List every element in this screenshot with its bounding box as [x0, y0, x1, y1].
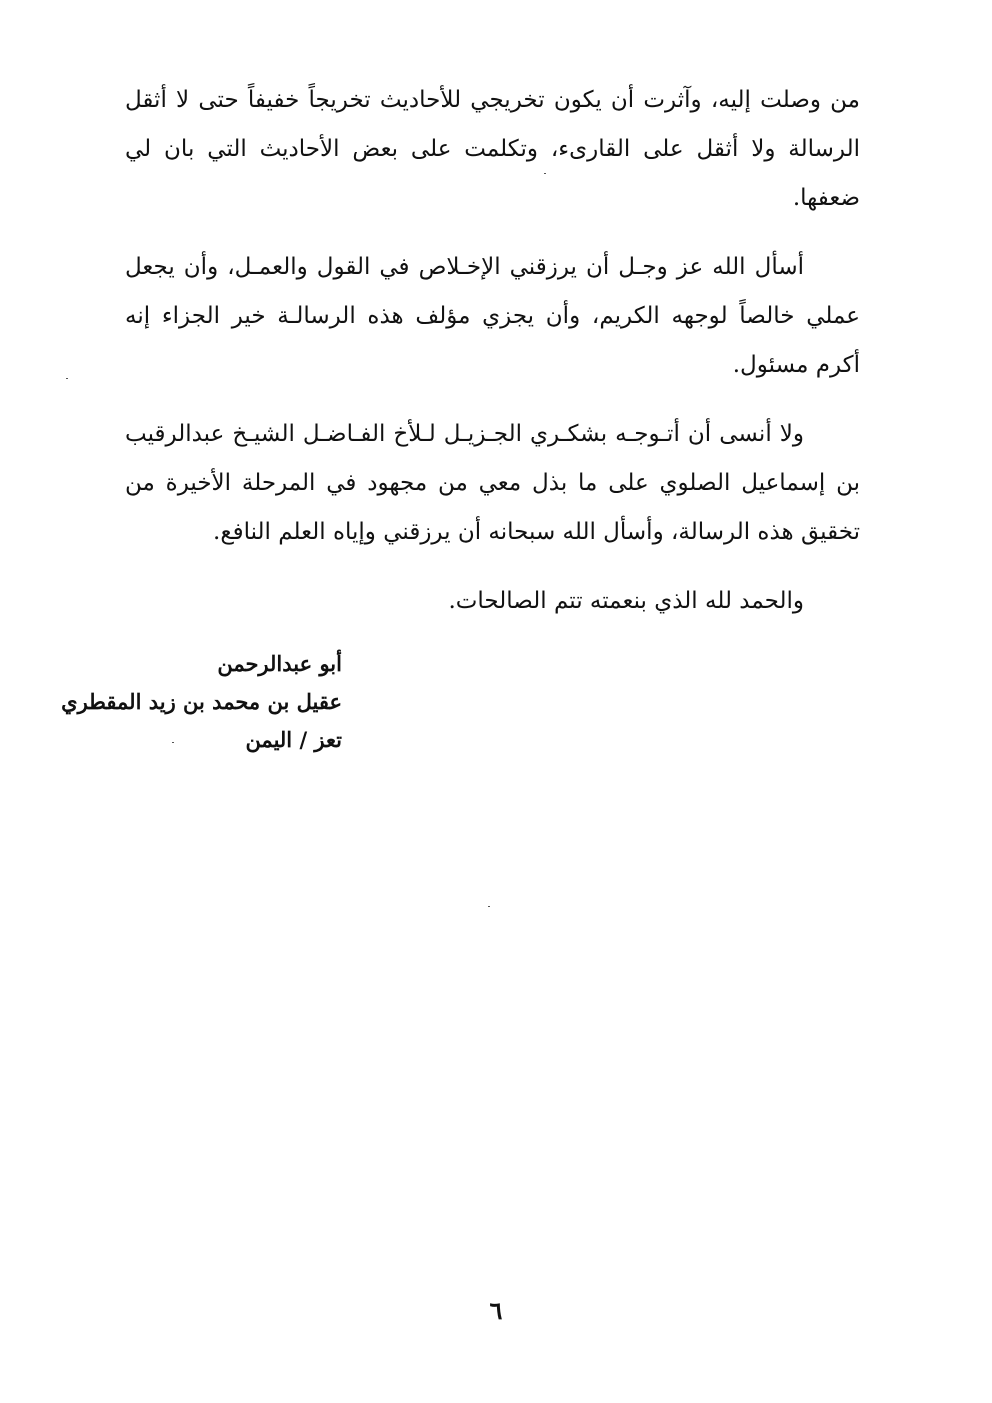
body-text	[125, 76, 860, 626]
signature-kunya: أبو عبدالرحمن	[217, 651, 342, 676]
paragraph-supplication: أسأل الله عز وجـل أن يرزقني الإخـلاص في القول والعمـل، وأن يجعل عملي خالصاً لوجهه الكريم، وأن يجزي مؤلف هذه الرسالـة خير الجزاء إنه أكرم مسئول.	[125, 254, 860, 378]
page-number: ٦	[489, 1296, 503, 1325]
scan-speck	[172, 742, 174, 743]
signature-block	[61, 645, 342, 759]
paragraph-intro: من وصلت إليه، وآثرت أن يكون تخريجي للأحاديث تخريجاً خفيفاً حتى لا أثقل الرسالة ولا أثقل على القارىء، وتكلمت على بعض الأحاديث التي بان لي ضعفها.	[125, 87, 860, 211]
scan-speck	[544, 173, 546, 174]
signature-name: عقيل بن محمد بن زيد المقطري	[61, 689, 342, 714]
signature-location: تعز / اليمن	[245, 727, 342, 752]
paragraph-thanks: ولا أنسى أن أتـوجـه بشكـري الجـزيـل لـلأخ الفـاضـل الشيـخ عبدالرقيب بن إسماعيل الصلوي على ما بذل معي من مجهود في المرحلة الأخيرة من تخقيق هذه الرسالة، وأسأل الله سبحانه أن يرزقني وإياه العلم النافع.	[125, 421, 860, 545]
scan-speck	[66, 378, 68, 379]
scan-speck	[488, 906, 490, 907]
closing-line: والحمد لله الذي بنعمته تتم الصالحات.	[448, 588, 804, 614]
